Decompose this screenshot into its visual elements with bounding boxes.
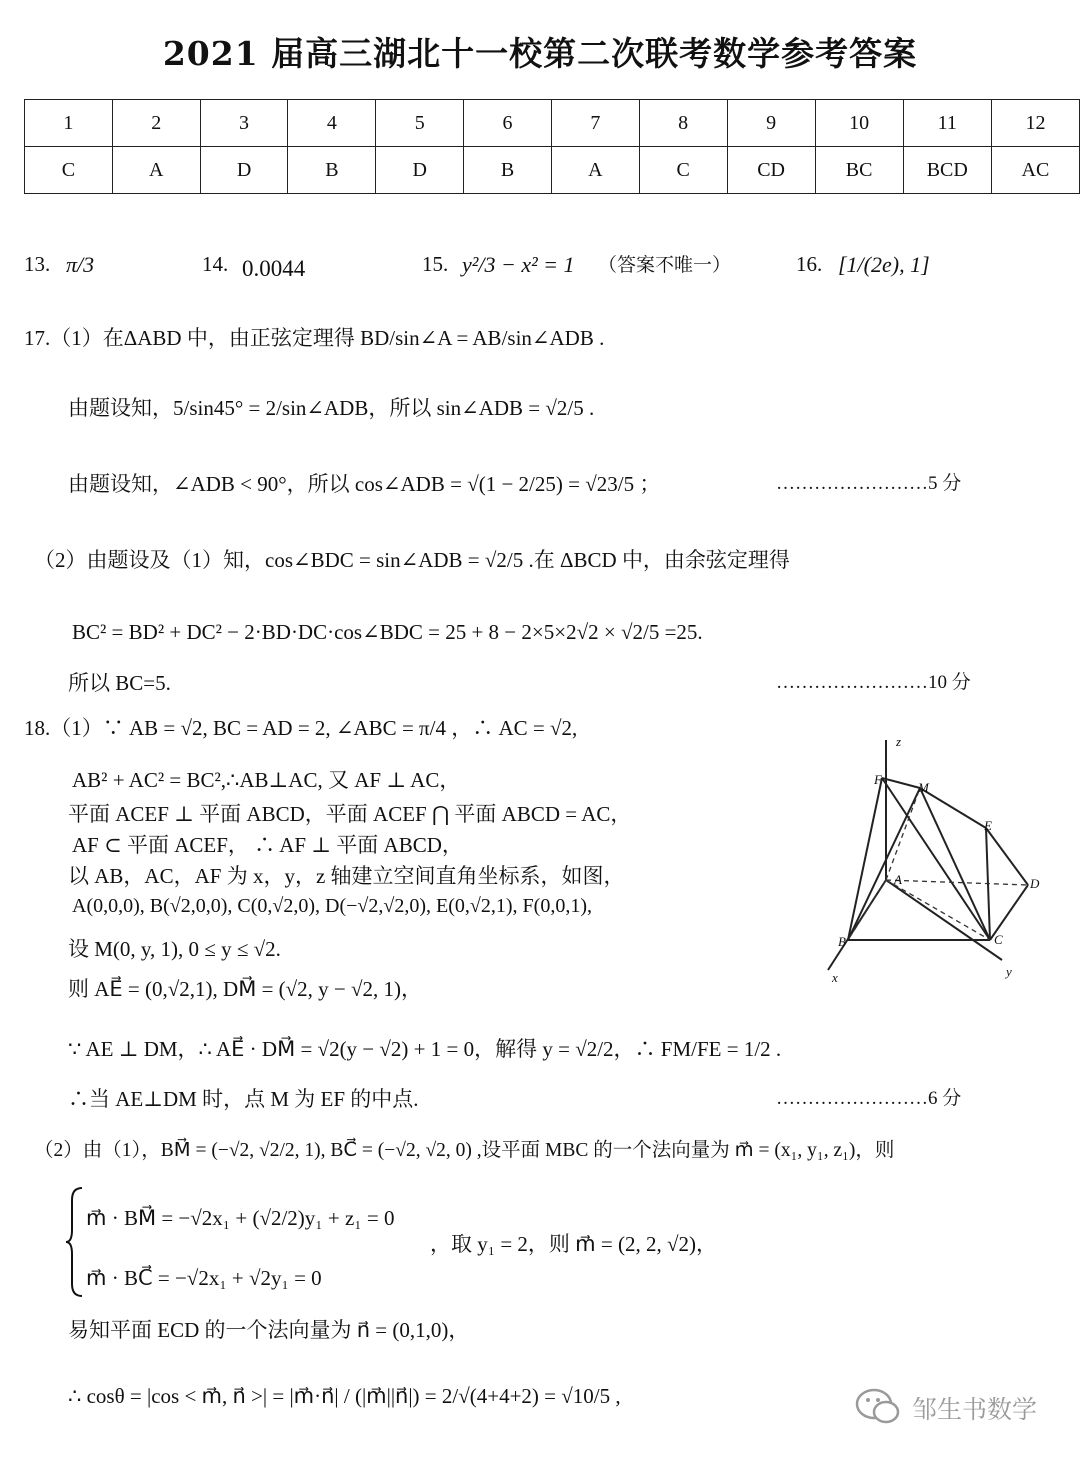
- q17-line-3: 由题设知，∠ADB < 90°，所以 cos∠ADB = √(1 − 2/25) = √23/5 ；: [68, 472, 661, 496]
- table-cell: D: [376, 147, 464, 194]
- label-B: B: [838, 934, 846, 949]
- table-cell: 12: [991, 100, 1079, 147]
- watermark-text: 邹生书数学: [912, 1395, 1038, 1424]
- q17-score-2: ……………………10 分: [776, 672, 971, 693]
- q18-line-3: 平面 ACEF ⊥ 平面 ABCD，平面 ACEF ⋂ 平面 ABCD = AC，: [68, 802, 632, 826]
- label-x: x: [832, 970, 838, 985]
- q13-number: 13.: [24, 252, 51, 276]
- hidden-AM: [886, 788, 920, 880]
- table-cell: 1: [25, 100, 113, 147]
- hidden-AC: [886, 880, 990, 940]
- page-title: 2021 届高三湖北十一校第二次联考数学参考答案: [162, 34, 918, 73]
- q18-line-2: AB² + AC² = BC²,∴AB⊥AC, 又 AF ⊥ AC，: [72, 768, 461, 792]
- edge-FB: [848, 778, 882, 940]
- label-C: C: [994, 932, 1003, 947]
- q17-line-2: 由题设知，5/sin45° = 2/sin∠ADB，所以 sin∠ADB = √2/5 .: [68, 396, 595, 420]
- q18-line-7: 设 M(0, y, 1), 0 ≤ y ≤ √2.: [68, 937, 281, 961]
- table-cell: BC: [815, 147, 903, 194]
- y-axis: [886, 880, 1002, 960]
- table-cell: 9: [727, 100, 815, 147]
- label-y: y: [1006, 964, 1012, 979]
- label-M: M: [918, 780, 929, 795]
- table-cell: A: [551, 147, 639, 194]
- q18-line-6: A(0,0,0), B(√2,0,0), C(0,√2,0), D(−√2,√2,0), E(0,√2,1), F(0,0,1),: [72, 895, 592, 917]
- table-cell: 10: [815, 100, 903, 147]
- table-cell: 3: [200, 100, 288, 147]
- label-z: z: [896, 734, 902, 749]
- q15-number: 15.: [422, 252, 449, 276]
- hidden-AD: [886, 880, 1028, 885]
- answer-table-answer-row: [25, 147, 1080, 194]
- q18-line-14: ∴ cosθ = |cos < m⃗, n⃗ >| = |m⃗·n⃗| / (|m⃗||n⃗|) = 2/√(4+4+2) = √10/5 ,: [68, 1384, 621, 1408]
- edge-MC: [920, 788, 990, 940]
- q18-line-13: 易知平面 ECD 的一个法向量为 n⃗ = (0,1,0)，: [68, 1318, 470, 1342]
- q18-line-8: 则 AE⃗ = (0,√2,1), DM⃗ = (√2, y − √2, 1)，: [68, 977, 423, 1001]
- table-cell: 6: [464, 100, 552, 147]
- table-cell: B: [464, 147, 552, 194]
- wechat-icon: [854, 1386, 902, 1426]
- q16-number: 16.: [796, 252, 823, 276]
- q14-number: 14.: [202, 252, 229, 276]
- table-cell: 4: [288, 100, 376, 147]
- q13-answer: π/3: [66, 252, 95, 277]
- table-cell: 2: [112, 100, 200, 147]
- q18-line-12: ，取 y₁ = 2，则 m⃗ = (2, 2, √2)，: [430, 1232, 717, 1256]
- table-cell: 7: [551, 100, 639, 147]
- edge-FC: [882, 778, 990, 940]
- label-F: F: [874, 772, 882, 787]
- q18-equation-1: m⃗ · BM⃗ = −√2x₁ + (√2/2)y₁ + z₁ = 0: [86, 1206, 395, 1230]
- q16-answer: [1/(2e), 1]: [838, 252, 930, 277]
- answer-table: [24, 99, 1080, 194]
- q17-line-6: 所以 BC=5.: [68, 671, 171, 695]
- equation-brace: [64, 1186, 86, 1298]
- table-cell: A: [112, 147, 200, 194]
- table-cell: C: [639, 147, 727, 194]
- q18-line-10: ∴当 AE⊥DM 时，点 M 为 EF 的中点.: [68, 1087, 419, 1111]
- table-cell: AC: [991, 147, 1079, 194]
- table-cell: BCD: [903, 147, 991, 194]
- q18-line-11: （2）由（1），BM⃗ = (−√2, √2/2, 1), BC⃗ = (−√2, √2, 0) ,设平面 MBC 的一个法向量为 m⃗ = (x₁, y₁, z₁)，则: [34, 1140, 895, 1161]
- coordinate-figure: [818, 730, 1058, 992]
- q17-score-1: ……………………5 分: [776, 473, 962, 494]
- q17-line-1: 17.（1）在ΔABD 中，由正弦定理得 BD/sin∠A = AB/sin∠ADB .: [24, 326, 605, 350]
- edge-ED: [986, 828, 1028, 885]
- label-D: D: [1030, 876, 1040, 891]
- q18-line-1: 18.（1）∵ AB = √2, BC = AD = 2, ∠ABC = π/4 ，∴ AC = √2,: [24, 716, 578, 740]
- q14-answer: 0.0044: [242, 256, 306, 281]
- table-cell: D: [200, 147, 288, 194]
- label-A: A: [894, 872, 902, 887]
- table-cell: C: [25, 147, 113, 194]
- table-cell: 5: [376, 100, 464, 147]
- table-cell: CD: [727, 147, 815, 194]
- q18-line-5: 以 AB，AC，AF 为 x，y，z 轴建立空间直角坐标系，如图，: [68, 864, 625, 888]
- label-E: E: [984, 818, 992, 833]
- table-cell: B: [288, 147, 376, 194]
- answer-table-number-row: [25, 100, 1080, 147]
- q15-answer: y²/3 − x² = 1: [462, 252, 575, 277]
- table-cell: 8: [639, 100, 727, 147]
- table-cell: 11: [903, 100, 991, 147]
- q17-line-5: BC² = BD² + DC² − 2·BD·DC·cos∠BDC = 25 + 8 − 2×5×2√2 × √2/5 =25.: [72, 620, 703, 644]
- q18-score-1: ……………………6 分: [776, 1088, 962, 1109]
- q15-note: （答案不唯一）: [598, 255, 732, 276]
- q18-line-9: ∵ AE ⊥ DM，∴ AE⃗ · DM⃗ = √2(y − √2) + 1 = 0，解得 y = √2/2，∴ FM/FE = 1/2 .: [68, 1037, 782, 1061]
- q18-line-4: AF ⊂ 平面 ACEF， ∴ AF ⊥ 平面 ABCD，: [72, 833, 463, 857]
- q17-line-4: （2）由题设及（1）知，cos∠BDC = sin∠ADB = √2/5 .在 ΔBCD 中，由余弦定理得: [34, 548, 790, 572]
- edge-MB: [848, 788, 920, 940]
- q18-equation-2: m⃗ · BC⃗ = −√2x₁ + √2y₁ = 0: [86, 1266, 322, 1290]
